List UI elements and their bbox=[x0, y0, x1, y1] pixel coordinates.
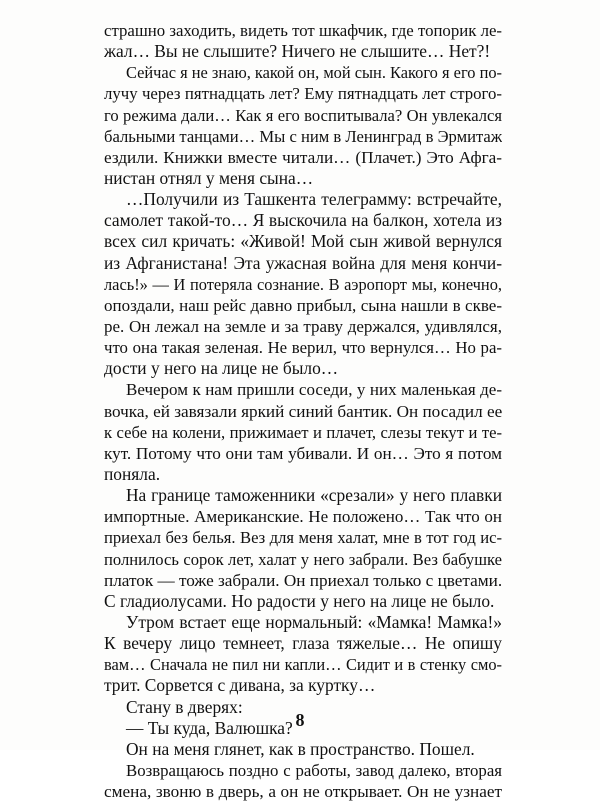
text-line: нистан отнял у меня сына… bbox=[104, 167, 314, 188]
text-line: ре. Он лежал на земле и за траву держался, удивлялся, bbox=[104, 316, 502, 336]
text-line: ездили. Книжки вместе читали… (Плачет.) Это Афга- bbox=[104, 147, 502, 167]
text-line: импортные. Американские. Не положено… Так что он bbox=[104, 507, 502, 527]
text-line: полнилось сорок лет, халат у него забрали. Вез бабушке bbox=[104, 549, 502, 569]
text-line: Вечером к нам пришли соседи, у них маленькая де- bbox=[126, 380, 502, 400]
body-text bbox=[104, 20, 502, 802]
text-line: дости у него на лице не было… bbox=[104, 358, 339, 379]
text-line: к себе на колени, прижимает и плачет, слезы текут и те- bbox=[104, 422, 502, 442]
text-line: К вечеру лицо темнеет, глаза тяжелые… Не опишу bbox=[104, 633, 502, 654]
text-line: Сейчас я не знаю, какой он, мой сын. Какого я его по- bbox=[126, 63, 502, 83]
text-line: На границе таможенники «срезали» у него плавки bbox=[126, 485, 502, 506]
text-line: го режима дали… Как я его воспитывала? Он увлекался bbox=[104, 105, 502, 125]
text-line: Стану в дверях: bbox=[126, 696, 243, 717]
text-line: платок — тоже забрали. Он приехал только с цветами. bbox=[104, 570, 502, 590]
page-number: 8 bbox=[295, 710, 305, 730]
text-line: лась!» — И потеряла сознание. В аэропорт мы, конечно, bbox=[104, 274, 502, 294]
text-line: С гладиолусами. Но радости у него на лице не было. bbox=[104, 590, 495, 611]
text-line: лучу через пятнадцать лет? Ему пятнадцать лет строго- bbox=[104, 84, 502, 104]
text-line: опоздали, наш рейс давно прибыл, сына нашли в скве- bbox=[104, 295, 502, 315]
text-line: всех сил кричать: «Живой! Мой сын живой вернулся bbox=[104, 231, 502, 252]
text-line: бальными танцами… Мы с ним в Ленинград в Эрмитаж bbox=[104, 126, 502, 146]
text-line: самолет такой-то… Я выскочила на балкон, хотела из bbox=[104, 210, 502, 231]
text-line: Возвращаюсь поздно с работы, завод далеко, вторая bbox=[126, 760, 502, 780]
text-line: поняла. bbox=[104, 463, 161, 484]
text-line: …Получили из Ташкента телеграмму: встречайте, bbox=[126, 189, 502, 210]
text-line: страшно заходить, видеть тот шкафчик, где топорик ле- bbox=[104, 21, 502, 40]
text-line: Он на меня глянет, как в пространство. Пошел. bbox=[126, 738, 475, 759]
text-line: вам… Сначала не пил ни капли… Сидит и в стенку смо- bbox=[104, 655, 502, 675]
text-line: трит. Сорвется с дивана, за куртку… bbox=[104, 675, 376, 696]
text-line: жал… Вы не слышите? Ничего не слышите… Нет?! bbox=[104, 41, 491, 62]
text-line: — Ты куда, Валюшка? bbox=[126, 717, 293, 738]
text-line: Утром встает еще нормальный: «Мамка! Мамка!» bbox=[126, 611, 502, 632]
text-line: приехал без белья. Вез для меня халат, мне в тот год ис- bbox=[104, 528, 502, 548]
text-line: смена, звоню в дверь, а он не открывает. Он не узнает bbox=[104, 782, 502, 802]
text-line: из Афганистана! Эта ужасная война для меня кончи- bbox=[104, 252, 502, 273]
text-line: кут. Потому что они там убивали. И он… Это я потом bbox=[104, 443, 502, 463]
text-line: вочка, ей завязали яркий синий бантик. Он посадил ее bbox=[104, 401, 502, 421]
text-line: что она такая зеленая. Не верил, что вернулся… Но ра- bbox=[104, 338, 502, 358]
